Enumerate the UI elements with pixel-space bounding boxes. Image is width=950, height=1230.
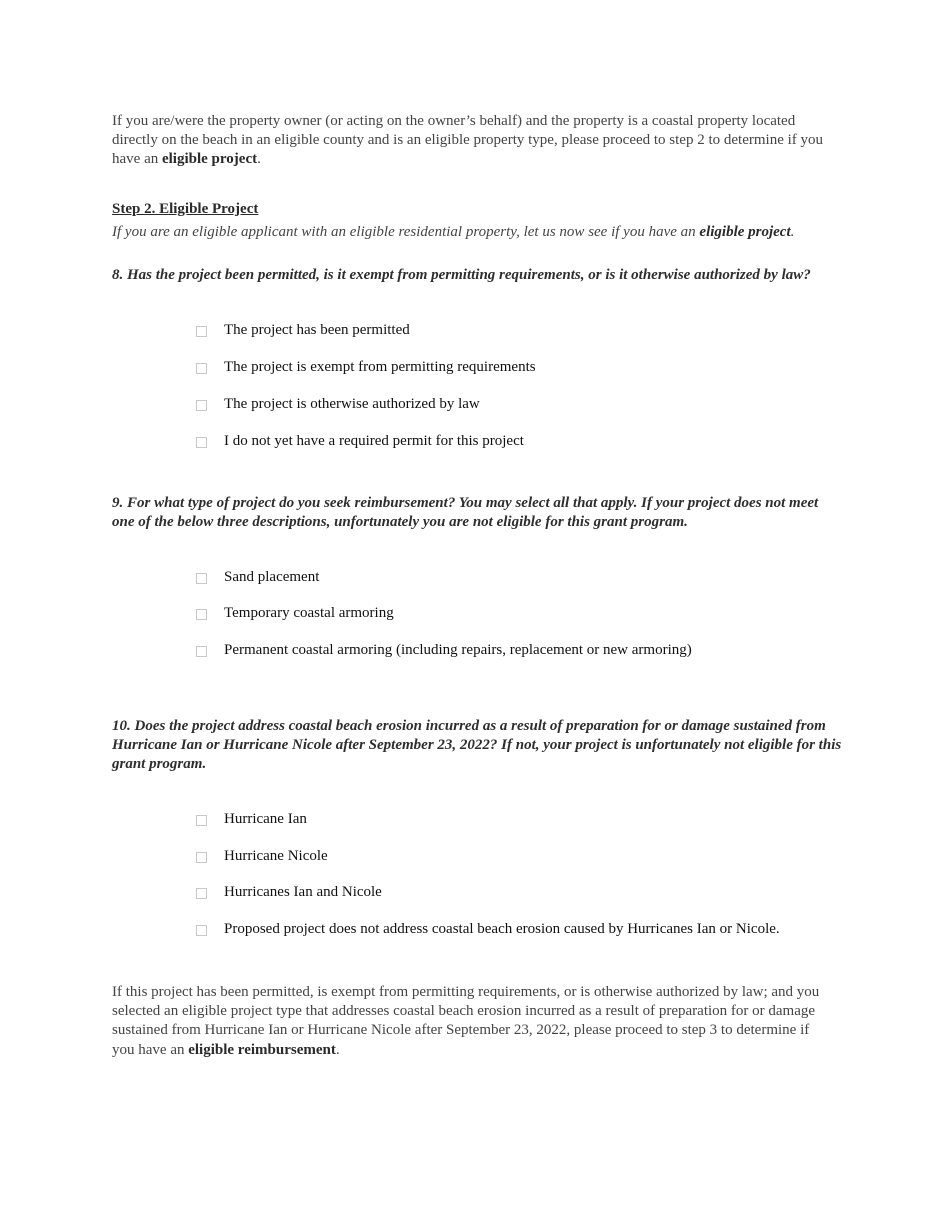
checkbox[interactable] — [196, 888, 207, 899]
step2-heading: Step 2. Eligible Project — [112, 201, 259, 217]
q8-option-permitted[interactable] — [196, 322, 410, 339]
intro-paragraph — [112, 112, 832, 170]
option-label: The project has been permitted — [224, 322, 410, 338]
step2-intro-end: . — [790, 224, 795, 240]
q8-option-authorized[interactable] — [196, 396, 480, 413]
step2-intro-text: If you are an eligible applicant with an eligible residential property, let us now see if you have an — [112, 224, 700, 240]
checkbox[interactable] — [196, 852, 207, 863]
q10-option-ian-and-nicole[interactable] — [196, 884, 382, 901]
closing-text: If this project has been permitted, is exempt from permitting requirements, or is otherwise authorized by law; and you selected an eligible project type that addresses coastal beach erosion incurred as a result of preparation for or damage sustained from Hurricane Ian or Hurricane Nicole after September 23, 2022, please proceed to step 3 to determine if you have an — [112, 984, 820, 1058]
q10-option-nicole[interactable] — [196, 848, 328, 865]
checkbox[interactable] — [196, 646, 207, 657]
closing-paragraph — [112, 983, 832, 1060]
checkbox[interactable] — [196, 815, 207, 826]
option-label: The project is exempt from permitting requirements — [224, 359, 536, 375]
option-label: Hurricanes Ian and Nicole — [224, 884, 382, 900]
intro-bold-term: eligible project — [161, 151, 258, 168]
checkbox[interactable] — [196, 573, 207, 584]
step2-intro — [112, 224, 852, 241]
option-label: Hurricane Nicole — [224, 848, 328, 864]
question-10: 10. Does the project address coastal beach erosion incurred as a result of preparation for or damage sustained from Hurricane Ian or Hurricane Nicole after September 23, 2022? If not, your project is unfortunately not eligible for this grant program. — [112, 718, 842, 773]
checkbox[interactable] — [196, 609, 207, 620]
q10-option-not-addressed[interactable] — [196, 921, 780, 938]
option-label: Temporary coastal armoring — [224, 605, 394, 621]
q9-option-temporary-armoring[interactable] — [196, 605, 394, 622]
q9-option-sand-placement[interactable] — [196, 569, 319, 586]
closing-end: . — [335, 1041, 340, 1058]
question-9: 9. For what type of project do you seek reimbursement? You may select all that apply. If your project does not meet one of the below three descriptions, unfortunately you are not eligible for this grant program. — [112, 495, 819, 531]
checkbox[interactable] — [196, 326, 207, 337]
step2-intro-bold: eligible project — [699, 224, 791, 240]
checkbox[interactable] — [196, 363, 207, 374]
option-label: Permanent coastal armoring (including repairs, replacement or new armoring) — [224, 642, 692, 658]
checkbox[interactable] — [196, 400, 207, 411]
q9-option-permanent-armoring[interactable] — [196, 642, 692, 659]
option-label: Proposed project does not address coastal beach erosion caused by Hurricanes Ian or Nicole. — [224, 921, 780, 937]
option-label: I do not yet have a required permit for this project — [224, 433, 524, 449]
option-label: The project is otherwise authorized by law — [224, 396, 480, 412]
intro-text: If you are/were the property owner (or acting on the owner’s behalf) and the property is a coastal property located directly on the beach in an eligible county and is an eligible property type, please proceed to step 2 to determine if you have an — [112, 113, 824, 168]
intro-end: . — [257, 151, 261, 168]
option-label: Hurricane Ian — [224, 811, 307, 827]
question-8: 8. Has the project been permitted, is it exempt from permitting requirements, or is it otherwise authorized by law? — [112, 267, 811, 283]
closing-bold-term: eligible reimbursement — [188, 1041, 336, 1058]
checkbox[interactable] — [196, 437, 207, 448]
option-label: Sand placement — [224, 569, 320, 585]
checkbox[interactable] — [196, 925, 207, 936]
q10-option-ian[interactable] — [196, 811, 307, 828]
q8-option-exempt[interactable] — [196, 359, 536, 376]
q8-option-no-permit[interactable] — [196, 433, 524, 450]
